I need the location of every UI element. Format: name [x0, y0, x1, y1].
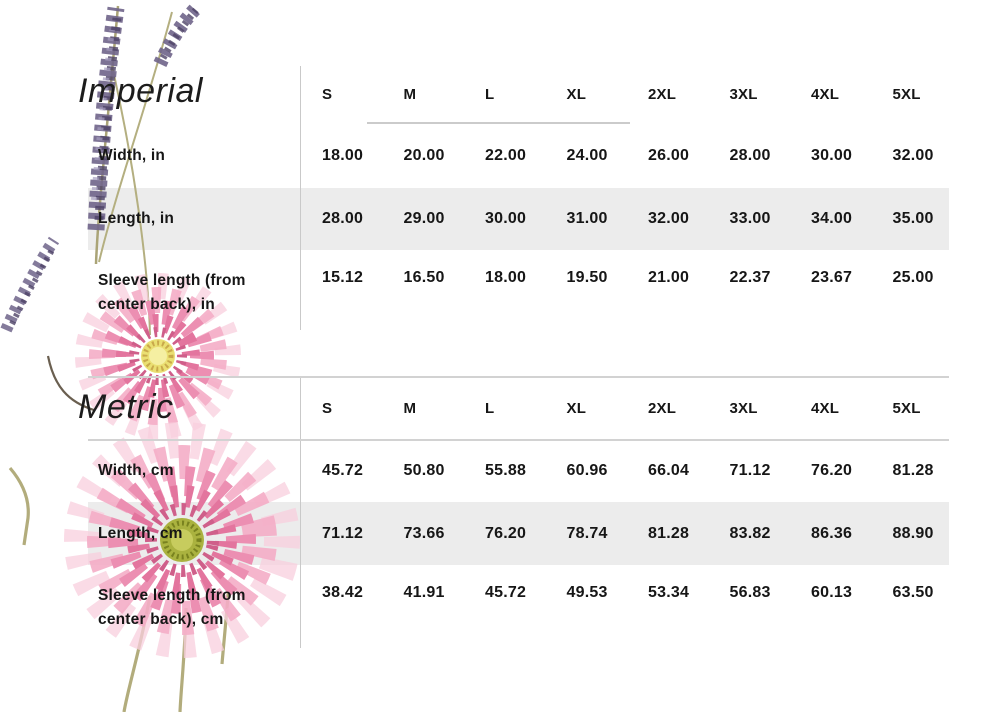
- value-cell: 76.20: [811, 462, 853, 479]
- value-cell: 49.53: [566, 584, 608, 601]
- row-label: [0, 250, 322, 317]
- value-cell: 20.00: [403, 146, 445, 164]
- value-cell: 60.13: [811, 584, 853, 601]
- row-label: [0, 459, 322, 483]
- table-row: [0, 123, 949, 188]
- metric-size-table: [0, 377, 949, 648]
- value-cell: 63.50: [892, 584, 934, 601]
- value-cell: 56.83: [729, 584, 771, 601]
- value-cell: 32.00: [648, 210, 690, 227]
- value-cell: 55.88: [485, 462, 527, 479]
- size-column-header: 4XL: [811, 85, 840, 103]
- value-cell: 19.50: [566, 269, 608, 286]
- value-cell: 28.00: [729, 146, 771, 164]
- value-cell: 23.67: [811, 269, 853, 286]
- table-row: [0, 565, 949, 648]
- size-column-header: 2XL: [648, 400, 677, 417]
- row-label: [0, 207, 322, 231]
- value-cell: 76.20: [485, 524, 527, 542]
- size-column-header: 3XL: [729, 85, 758, 103]
- value-cell: 86.36: [811, 524, 853, 542]
- value-cell: 32.00: [892, 146, 934, 164]
- size-column-header: S: [322, 400, 333, 417]
- value-cell: 30.00: [811, 146, 853, 164]
- value-cell: 88.90: [892, 524, 934, 542]
- value-cell: 18.00: [485, 269, 527, 286]
- value-cell: 38.42: [322, 584, 364, 601]
- value-cell: 66.04: [648, 462, 690, 479]
- size-column-header: L: [485, 85, 495, 103]
- row-label-text: Width, in: [98, 146, 166, 164]
- row-label: [0, 565, 322, 632]
- value-cell: 53.34: [648, 584, 690, 601]
- imperial-section-title: Imperial: [78, 72, 203, 110]
- value-cell: 50.80: [403, 462, 445, 479]
- table-row: [0, 502, 949, 565]
- value-cell: 29.00: [403, 210, 445, 227]
- value-cell: 73.66: [403, 524, 445, 542]
- row-label: [0, 522, 322, 546]
- value-cell: 31.00: [566, 210, 608, 227]
- value-cell: 71.12: [729, 462, 771, 479]
- value-cell: 21.00: [648, 269, 690, 286]
- value-cell: 15.12: [322, 269, 364, 286]
- row-label-text: Length, in: [98, 210, 175, 227]
- value-cell: 22.00: [485, 146, 527, 164]
- value-cell: 35.00: [892, 210, 934, 227]
- size-column-header: 5XL: [892, 400, 921, 417]
- size-column-header: XL: [566, 85, 587, 103]
- row-label-text: Sleeve length (from center back), in: [98, 272, 246, 313]
- table-row: [0, 250, 949, 332]
- imperial-header-row: [0, 65, 949, 123]
- value-cell: 16.50: [403, 269, 445, 286]
- size-column-header: L: [485, 400, 495, 417]
- value-cell: 45.72: [485, 584, 527, 601]
- value-cell: 34.00: [811, 210, 853, 227]
- value-cell: 71.12: [322, 524, 364, 542]
- size-column-header: S: [322, 85, 333, 103]
- imperial-size-table: [0, 65, 949, 332]
- value-cell: 81.28: [892, 462, 934, 479]
- row-label: [0, 144, 322, 168]
- value-cell: 24.00: [566, 146, 608, 164]
- table-row: [0, 188, 949, 250]
- value-cell: 60.96: [566, 462, 608, 479]
- size-column-header: 2XL: [648, 85, 677, 103]
- value-cell: 81.28: [648, 524, 690, 542]
- value-cell: 78.74: [566, 524, 608, 542]
- size-column-header: XL: [566, 400, 587, 417]
- value-cell: 22.37: [729, 269, 771, 286]
- size-column-header: 4XL: [811, 400, 840, 417]
- value-cell: 41.91: [403, 584, 445, 601]
- value-cell: 30.00: [485, 210, 527, 227]
- size-column-header: M: [403, 400, 417, 417]
- metric-section-title: Metric: [78, 388, 174, 426]
- row-label-text: Sleeve length (from center back), cm: [98, 587, 246, 628]
- value-cell: 45.72: [322, 462, 364, 479]
- size-column-header: 5XL: [892, 85, 921, 103]
- value-cell: 25.00: [892, 269, 934, 286]
- metric-header-row: [0, 377, 949, 440]
- value-cell: 26.00: [648, 146, 690, 164]
- value-cell: 83.82: [729, 524, 771, 542]
- size-column-header: 3XL: [729, 400, 758, 417]
- size-column-header: M: [403, 85, 417, 103]
- row-label-text: Width, cm: [98, 462, 174, 479]
- value-cell: 28.00: [322, 210, 364, 227]
- value-cell: 18.00: [322, 146, 364, 164]
- row-label-text: Length, cm: [98, 524, 183, 542]
- value-cell: 33.00: [729, 210, 771, 227]
- table-row: [0, 440, 949, 502]
